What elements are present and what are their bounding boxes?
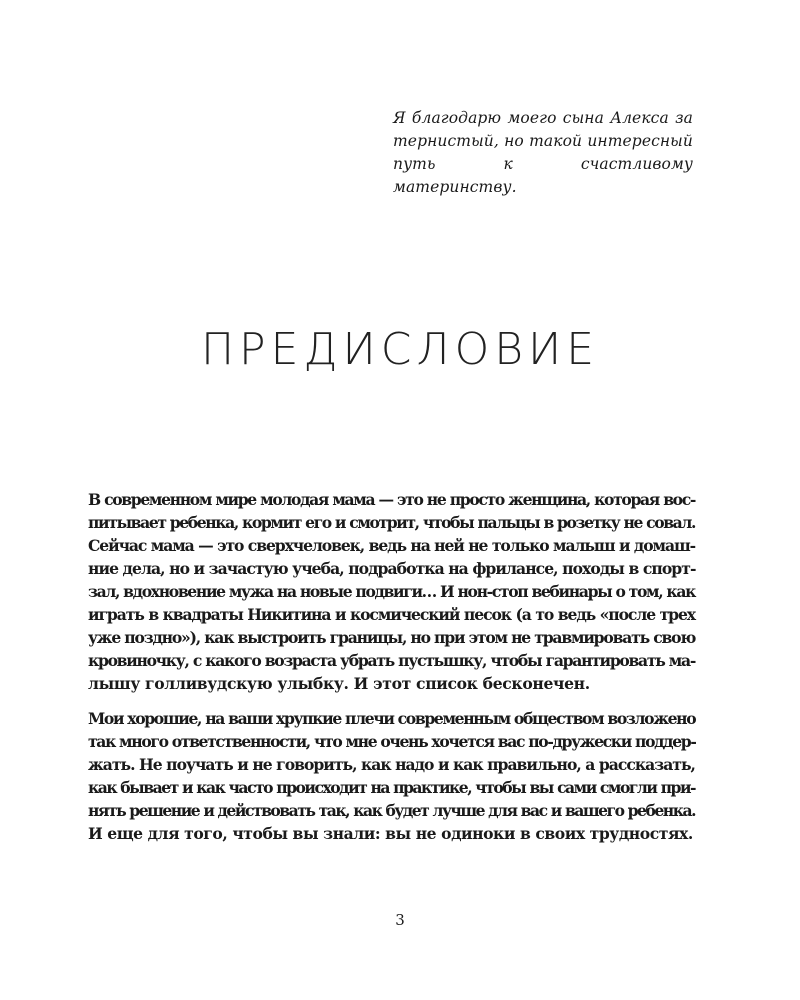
text-line: лышу голливудскую улыбку. И этот список бесконечен. [88,674,590,693]
text-line: Мои хорошие, на ваши хрупкие плечи современным обществом возложено [88,709,696,728]
paragraph-1 [88,488,695,695]
text-line: жать. Не поучать и не говорить, как надо и как правильно, а рассказать, [88,755,695,774]
text-line: играть в квадраты Никитина и космический песок (а то ведь «после трех [88,605,695,624]
text-line: И еще для того, чтобы вы знали: вы не одиноки в своих трудностях. [88,824,693,843]
paragraph-2 [88,707,695,845]
text-line: нять решение и действовать так, как будет лучше для вас и вашего ребенка. [88,801,695,820]
body-text [88,488,695,857]
text-line: зал, вдохновение мужа на новые подвиги… И нон-стоп вебинары о том, как [88,582,695,601]
dedication-line: тернистый, но такой интересный [393,132,693,150]
text-line: ние дела, но и зачастую учеба, подработка на фрилансе, походы в спорт- [88,559,696,578]
dedication [393,107,693,199]
text-line: уже поздно»), как выстроить границы, но при этом не травмировать свою [88,628,696,647]
text-line: так много ответственности, что мне очень хочется вас по-дружески поддер- [88,732,696,751]
text-line: питывает ребенка, кормит его и смотрит, чтобы пальцы в розетку не совал. [88,513,695,532]
chapter-title: ПРЕДИСЛОВИЕ [200,324,600,375]
text-line: Сейчас мама — это сверхчеловек, ведь на ней не только малыш и домаш- [88,536,695,555]
text-line: В современном мире молодая мама — это не просто женщина, которая вос- [88,490,695,509]
dedication-line: Я благодарю моего сына Алекса за [393,109,693,127]
dedication-line: путь к счастливому материнству. [393,155,693,196]
page-number: 3 [395,911,405,929]
text-line: кровиночку, с какого возраста убрать пустышку, чтобы гарантировать ма- [88,651,695,670]
text-line: как бывает и как часто происходит на практике, чтобы вы сами смогли при- [88,778,695,797]
